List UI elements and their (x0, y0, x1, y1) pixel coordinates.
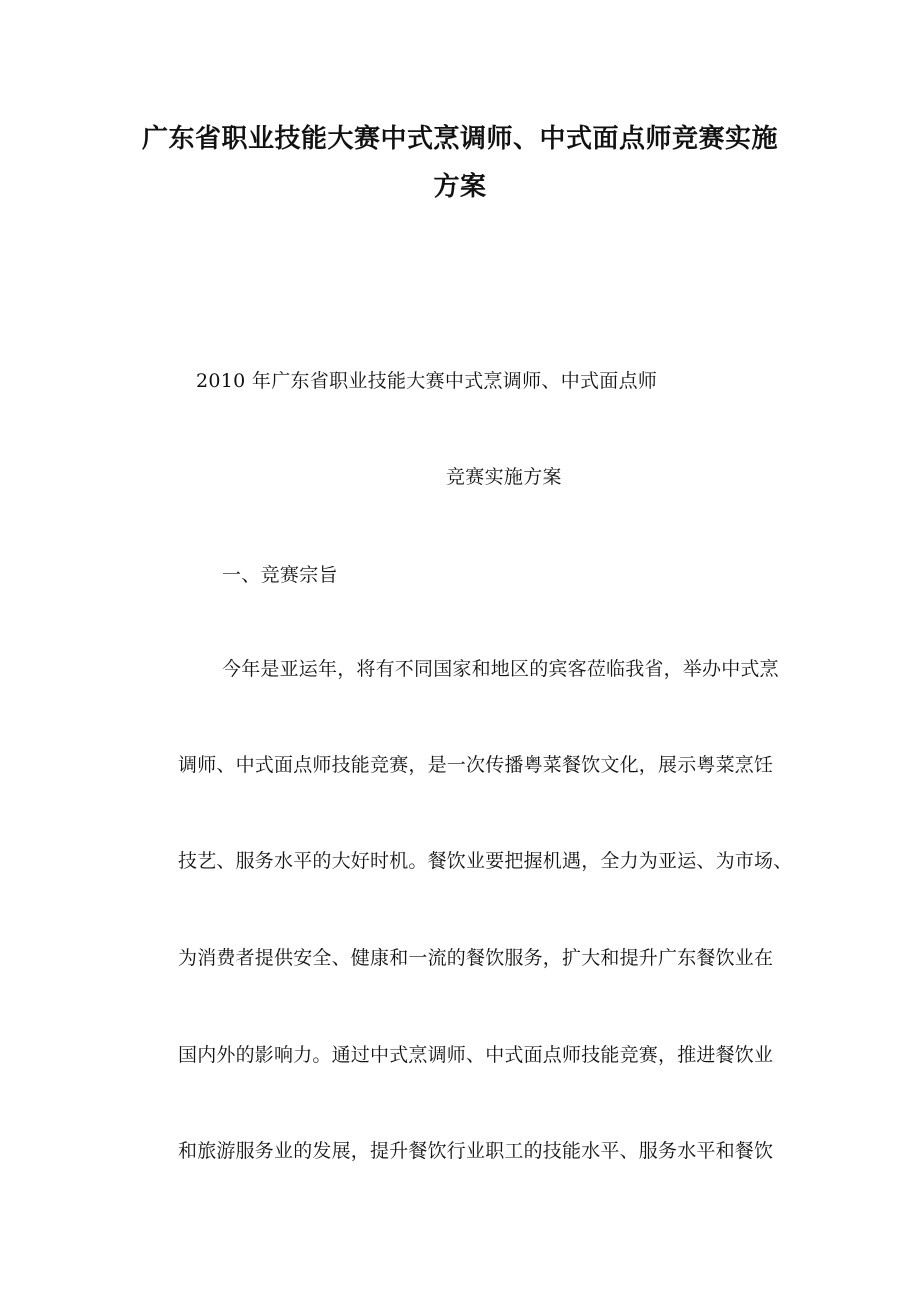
section-heading-purpose: 一、竞赛宗旨 (222, 564, 338, 586)
paragraph-line-5: 国内外的影响力。通过中式烹调师、中式面点师技能竞赛，推进餐饮业 (178, 1044, 774, 1066)
paragraph-line-3: 技艺、服务水平的大好时机。餐饮业要把握机遇，全力为亚运、为市场、 (178, 850, 793, 872)
document-title-line-2: 方案 (433, 172, 487, 202)
document-title-line-1: 广东省职业技能大赛中式烹调师、中式面点师竞赛实施 (141, 124, 778, 154)
subtitle-line-1: 2010 年广东省职业技能大赛中式烹调师、中式面点师 (196, 370, 658, 392)
subtitle-line-2: 竞赛实施方案 (446, 466, 562, 488)
paragraph-line-4: 为消费者提供安全、健康和一流的餐饮服务，扩大和提升广东餐饮业在 (178, 947, 774, 969)
paragraph-line-6: 和旅游服务业的发展，提升餐饮行业职工的技能水平、服务水平和餐饮 (178, 1140, 774, 1162)
paragraph-line-1: 今年是亚运年，将有不同国家和地区的宾客莅临我省，举办中式烹 (222, 658, 779, 680)
paragraph-line-2: 调师、中式面点师技能竞赛，是一次传播粤菜餐饮文化，展示粤菜烹饪 (178, 754, 774, 776)
